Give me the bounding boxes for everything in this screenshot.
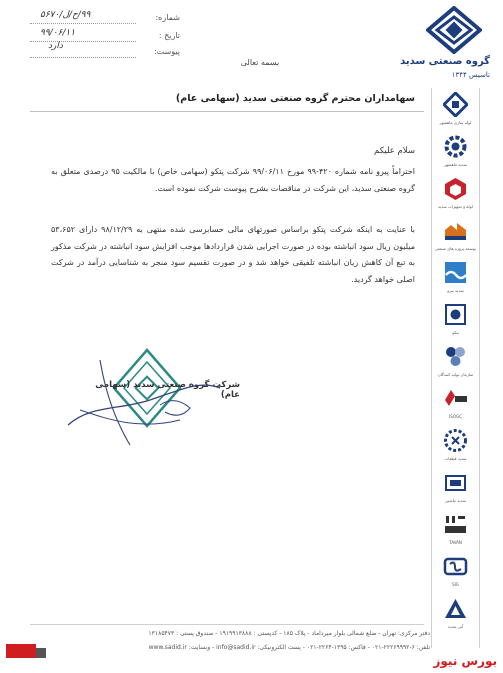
signature-company-name: شرکت گروه صنعتی سدید (سهامی عام) (95, 380, 240, 400)
handwritten-signature-icon (60, 350, 230, 450)
gear-icon (443, 302, 468, 327)
rail-item: توسعه پروژه های صنعتی (435, 216, 476, 260)
sadid-logo-icon (426, 6, 482, 54)
rail-item: پتکو (435, 300, 476, 344)
recipient-heading: سهامداران محترم گروه صنعتی سدید (سهامی عام) (175, 93, 415, 104)
rail-item: سدید قطعات (435, 426, 476, 470)
sig-logo-icon (443, 554, 468, 579)
rail-item: ISOGC (435, 384, 476, 428)
gear-icon (443, 428, 468, 453)
tavan-logo-icon (443, 512, 468, 537)
dots-icon (443, 344, 468, 369)
paragraph-1: احتراماً پیرو نامه شماره ۴۲۰-۹۹ مورخ ۹۹/۰۶/۱۱ شرکت پتکو (سهامی خاص) با مالکیت ۹۵ درصدی متعلق به گروه صنعتی سدید، این شرکت در مناقصات بشرح پیوست شرکت نموده است. (51, 167, 416, 193)
rail-item: لوله و تجهیزات سدید (435, 174, 476, 218)
attachment-label: پیوست: (153, 47, 180, 56)
attachment-value: دارد (48, 41, 63, 51)
footer-contact: تلفن: ۶-۲۲۲۶۹۹۹۲-۰۲۱ - فاکس: ۱۳۹۵-۲۲۶۴-۰۲۱ - پست الکترونیکی: info@sadid.ir - وبسایت: www.sadid.ir (148, 644, 430, 651)
number-value: ۹۹/ح/ل/۵۶۷۰ (40, 10, 91, 20)
attachment-field (30, 41, 180, 60)
greeting: سلام علیکم (374, 146, 415, 156)
watermark: بورس نیوز (433, 654, 497, 668)
logo-title: گروه صنعتی سدید (400, 56, 490, 67)
paragraph-2: با عنایت به اینکه شرکت پتکو براساس صورتهای مالی حسابرسی شده منتهی به ۹۸/۱۲/۲۹ دارای ۵۳،۶۵۲ میلیون ریال سود انباشته بوده در صورت اجرایی شدن قراردادها موجب افزایش سود انباشته در شرکت مذکور به تبع آن کاهش زیان انباشته تلفیقی خواهد شد و در صورت تقسیم سود منجر به شناسایی درآمد در شرکت اصلی خواهد گردید. (51, 225, 415, 284)
logo-subtitle: تاسیس ۱۳۴۴ (451, 71, 490, 79)
date-value: ۹۹/۰۶/۱۱ (40, 28, 76, 38)
subsidiary-rail (431, 88, 480, 648)
gear-icon (443, 134, 468, 159)
rail-item: TAVAN (435, 510, 476, 554)
number-label: شماره: (155, 13, 180, 22)
heading-divider (30, 111, 424, 112)
rail-item: آتی سدید (435, 594, 476, 638)
company-logo (400, 6, 490, 92)
footer-address: دفتر مرکزی: تهران - ضلع شمالی بلوار میرداماد - پلاک ۱۸۵ - کدپستی : ۱۹۱۹۹۱۳۸۸۸ - صندوق پستی : ۱۳۱۸۵۴۷۳ (148, 630, 430, 637)
factory-icon (443, 218, 468, 243)
footer-divider (30, 624, 424, 625)
rail-item: سدید ماهشهر (435, 132, 476, 176)
isogc-logo-icon (443, 386, 468, 411)
cube-icon (443, 176, 468, 201)
rail-item: سدید نیرو (435, 258, 476, 302)
rail-item: سازمان تولید کنندگان (435, 342, 476, 386)
basmala: بسمه تعالی (240, 58, 280, 67)
box-icon (443, 470, 468, 495)
number-field (30, 10, 180, 26)
rail-item: SIG (435, 552, 476, 596)
wave-icon (443, 260, 468, 285)
corner-brand-icon (4, 640, 48, 662)
rail-item: لوله سازی ماهشهر (435, 90, 476, 134)
rail-item: سدید ماشین (435, 468, 476, 512)
date-label: تاریخ : (158, 31, 180, 40)
pipe-mill-icon (443, 92, 468, 117)
triangle-icon (443, 596, 468, 621)
